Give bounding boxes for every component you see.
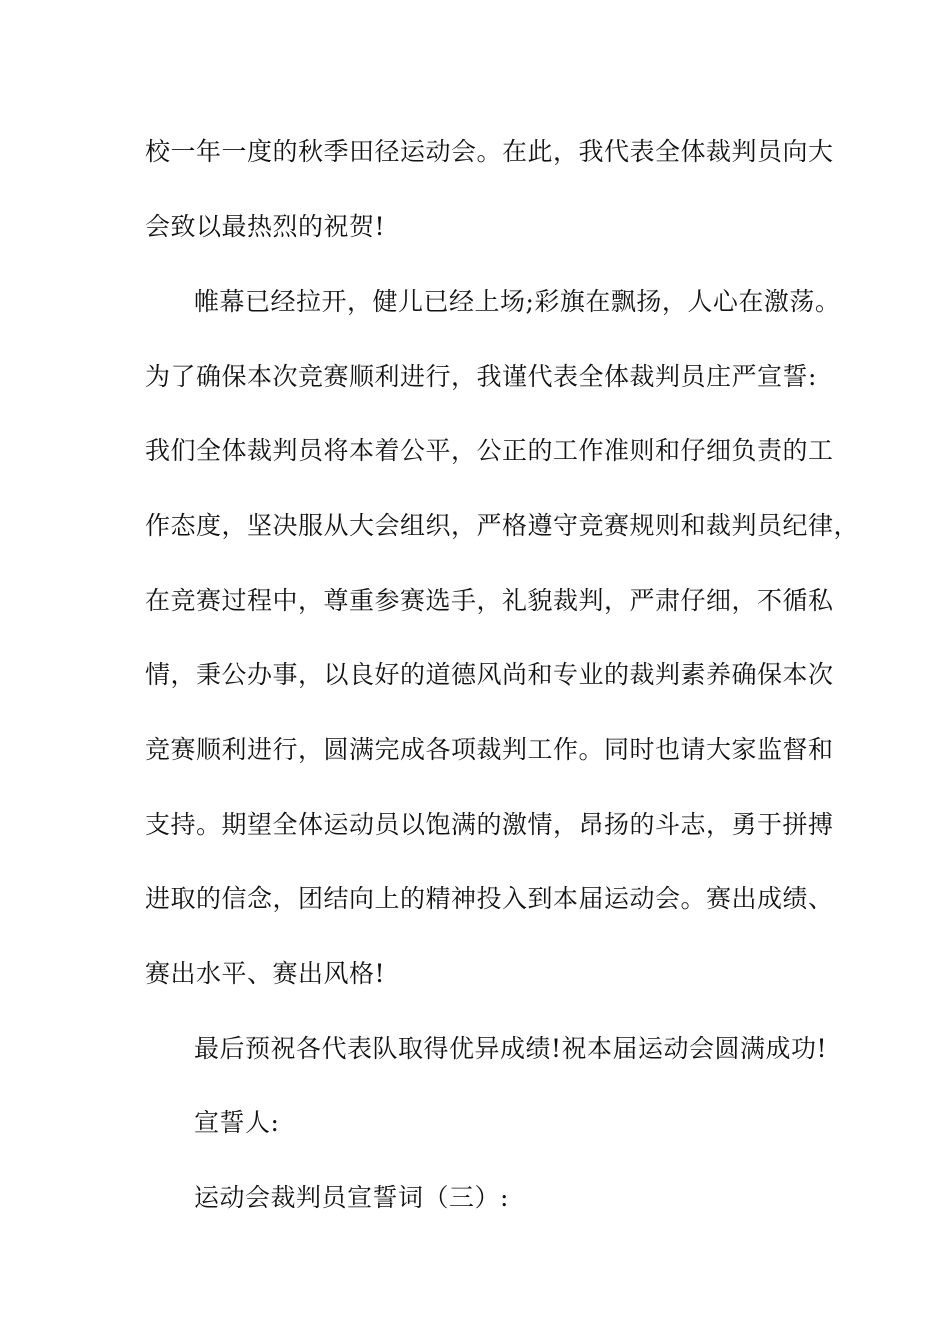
body-text-line: 支持。期望全体运动员以饱满的激情，昂扬的斗志，勇于拼搏 — [145, 810, 834, 839]
body-text-line: 我们全体裁判员将本着公平，公正的工作准则和仔细负责的工 — [145, 436, 834, 465]
body-text-line: 校一年一度的秋季田径运动会。在此，我代表全体裁判员向大 — [145, 137, 834, 166]
body-text-line: 会致以最热烈的祝贺! — [145, 212, 386, 241]
body-text-line: 进取的信念，团结向上的精神投入到本届运动会。赛出成绩、 — [145, 884, 834, 913]
body-text-line: 为了确保本次竞赛顺利进行，我谨代表全体裁判员庄严宣誓: — [145, 362, 817, 391]
paragraph-first-line: 帷幕已经拉开，健儿已经上场;彩旗在飘扬，人心在激荡。 — [194, 287, 841, 316]
body-text-line: 赛出水平、赛出风格! — [145, 959, 386, 988]
body-text-line: 在竞赛过程中，尊重参赛选手，礼貌裁判，严肃仔细，不循私 — [145, 586, 834, 615]
signatory-label: 宣誓人: — [194, 1108, 280, 1137]
section-heading: 运动会裁判员宣誓词（三）: — [194, 1183, 509, 1212]
body-text-line: 情，秉公办事，以良好的道德风尚和专业的裁判素养确保本次 — [145, 660, 834, 689]
body-text-line: 竞赛顺利进行，圆满完成各项裁判工作。同时也请大家监督和 — [145, 735, 834, 764]
paragraph-first-line: 最后预祝各代表队取得优异成绩!祝本届运动会圆满成功! — [194, 1034, 828, 1063]
body-text-line: 作态度，坚决服从大会组织，严格遵守竞赛规则和裁判员纪律， — [145, 511, 860, 540]
